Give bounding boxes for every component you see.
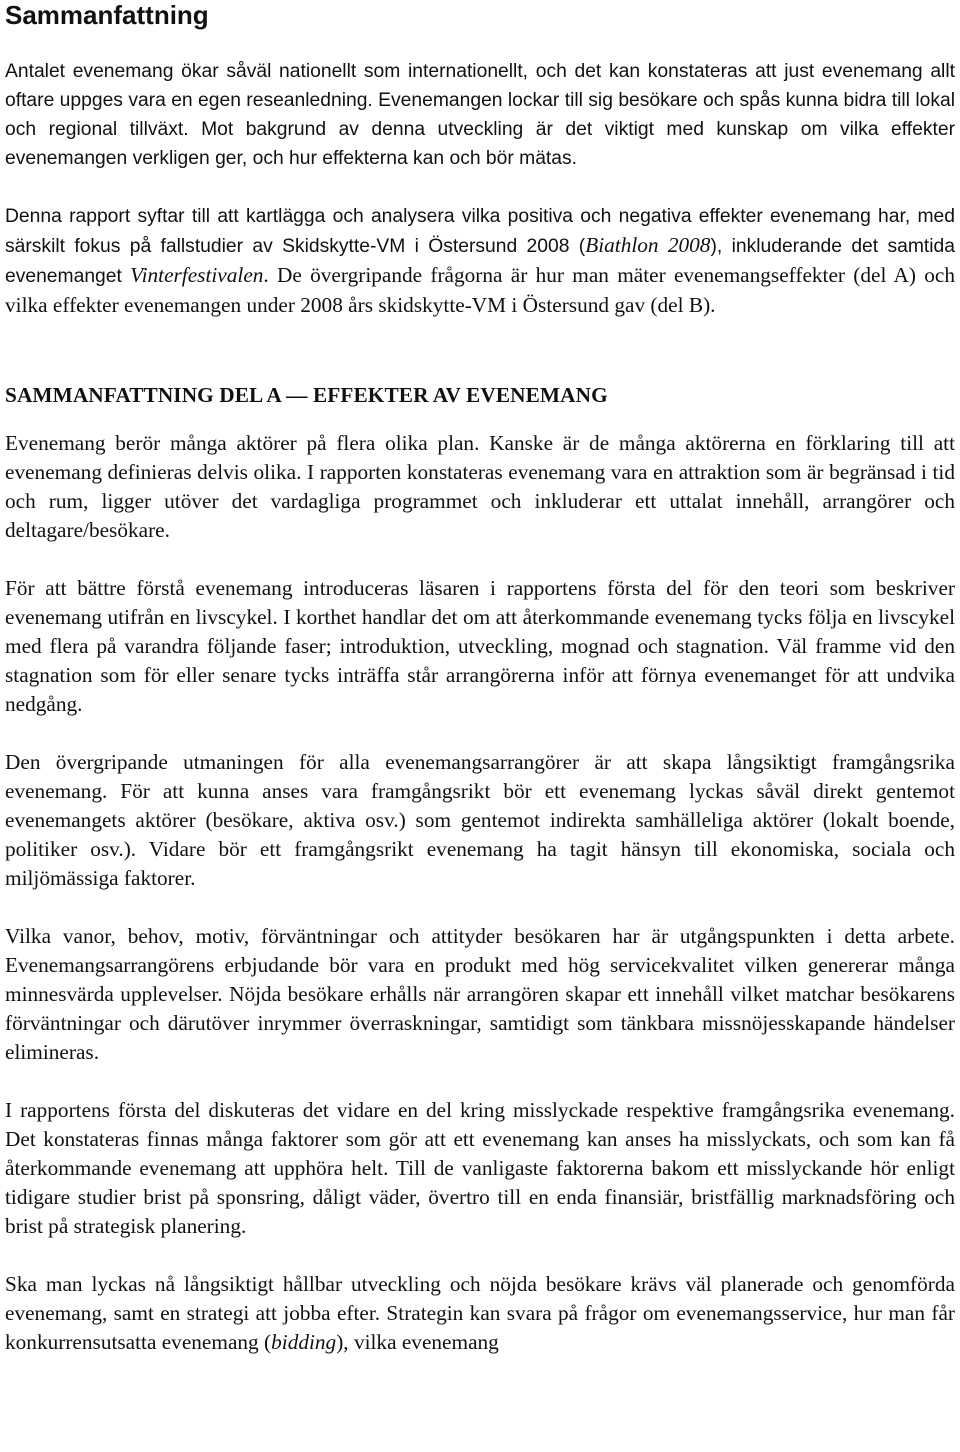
paragraph-visitors: Vilka vanor, behov, motiv, förväntningar och attityder besökaren har är utgångspunkten i detta arbete. Evenemangsarrangörens erbjudande bör vara en produkt med hög servicekvalitet vilken genererar många minnesvärda upplevelser. Nöjda besökare erhålls när arrangören skapar ett innehåll vilket matchar besökarens förväntningar och därutöver inrymmer överraskningar, samtidigt som tänkbara missnöjesskapande händelser elimineras. bbox=[5, 924, 955, 1064]
paragraph-failures: I rapportens första del diskuteras det vidare en del kring misslyckade respektive framgångsrika evenemang. Det konstateras finnas många faktorer som gör att ett evenemang kan anses ha misslyckats, och som kan få återkommande evenemang att upphöra helt. Till de vanligaste faktorerna bakom ett misslyckande hör enligt tidigare studier brist på sponsring, dåligt väder, övertro till en enda finansiär, bristfällig marknadsföring och brist på strategisk planering. bbox=[5, 1098, 955, 1238]
italic-vinterfestivalen: Vinterfestivalen bbox=[130, 263, 264, 287]
text-run: ), inkluderande det samtida evenemanget bbox=[5, 236, 955, 287]
document-page bbox=[5, 0, 955, 1357]
section-heading: SAMMANFATTNING DEL A — EFFEKTER AV EVENEMANG bbox=[5, 383, 608, 407]
text-run: Denna rapport syftar till att kartlägga och analysera vilka positiva och negativa effekter evenemang har, med särskilt fokus på fallstudier av Skidskytte-VM i Östersund 2008 ( bbox=[5, 206, 955, 257]
paragraph-events-actors: Evenemang berör många aktörer på flera olika plan. Kanske är de många aktörerna en förklaring till att evenemang definieras delvis olika. I rapporten konstateras evenemang vara en attraktion som är begränsad i tid och rum, ligger utöver det vardagliga programmet och inkluderar ett uttalat innehåll, arrangörer och deltagare/besökare. bbox=[5, 431, 955, 542]
page-title: Sammanfattning bbox=[5, 0, 209, 30]
paragraph-purpose bbox=[5, 202, 955, 321]
text-run: ), vilka evenemang bbox=[336, 1330, 499, 1354]
paragraph-lifecycle: För att bättre förstå evenemang introduceras läsaren i rapportens första del för den teori som beskriver evenemang utifrån en livscykel. I korthet handlar det om att återkommande evenemang tycks följa en livscykel med flera på varandra följande faser; introduktion, utveckling, mognad och stagnation. Väl framme vid den stagnation som för eller senare tycks inträffa står arrangörerna inför att förnya evenemanget för att undvika nedgång. bbox=[5, 576, 955, 716]
text-run: . De övergripande frågorna är hur man mäter evenemangseffekter (del A) och vilka effekter evenemangen under 2008 års skidskytte-VM i Östersund gav (del B). bbox=[5, 263, 955, 317]
text-run: Ska man lyckas nå långsiktigt hållbar utveckling och nöjda besökare krävs väl planerade och genomförda evenemang, samt en strategi att jobba efter. Strategin kan svara på frågor om evenemangsservice, hur man får konkurrensutsatta evenemang ( bbox=[5, 1272, 955, 1354]
paragraph-sustainability bbox=[5, 1270, 955, 1357]
italic-bidding: bidding bbox=[271, 1330, 337, 1354]
paragraph-intro: Antalet evenemang ökar såväl nationellt som internationellt, och det kan konstateras att just evenemang allt oftare uppges vara en egen reseanledning. Evenemangen lockar till sig besökare och spås kunna bidra till lokal och regional tillväxt. Mot bakgrund av denna utveckling är det viktigt med kunskap om vilka effekter evenemangen verkligen ger, och hur effekterna kan och bör mätas. bbox=[5, 61, 955, 169]
paragraph-challenge: Den övergripande utmaningen för alla evenemangsarrangörer är att skapa långsiktigt framgångsrika evenemang. För att kunna anses vara framgångsrikt bör ett evenemang lyckas såväl direkt gentemot evenemangets aktörer (besökare, aktiva osv.) som gentemot indirekta samhälleliga aktörer (lokalt boende, politiker osv.). Vidare bör ett framgångsrikt evenemang ha tagit hänsyn till ekonomiska, sociala och miljömässiga faktorer. bbox=[5, 750, 955, 890]
italic-biathlon: Biathlon 2008 bbox=[585, 233, 711, 257]
